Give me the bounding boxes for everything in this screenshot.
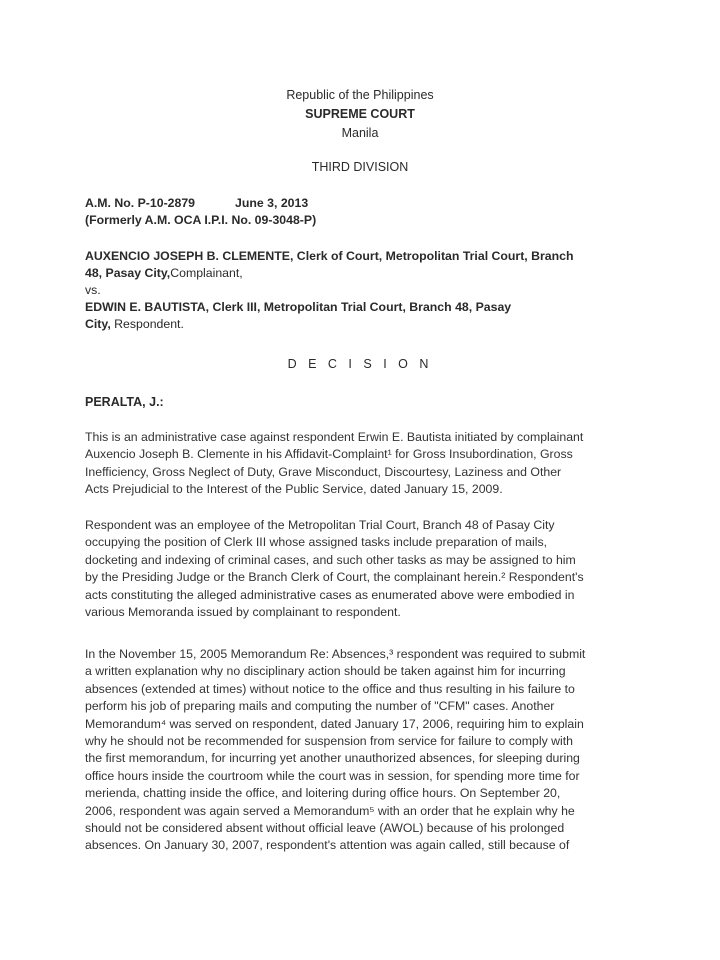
complainant-line-1: AUXENCIO JOSEPH B. CLEMENTE, Clerk of Court, Metropolitan Trial Court, Branch bbox=[85, 249, 574, 263]
paragraph-line: absences (extended at times) without notice to the office and thus resulting in his failure to bbox=[85, 681, 575, 696]
parties-block bbox=[85, 248, 640, 333]
paragraph-line: a written explanation why no disciplinary action should be taken against him for incurring bbox=[85, 664, 566, 679]
paragraph-line: the first memorandum, for incurring yet another unauthorized absences, for sleeping during bbox=[85, 751, 580, 766]
paragraph-2 bbox=[85, 517, 645, 621]
paragraph-line: occupying the position of Clerk III whose assigned tasks include preparation of mails, bbox=[85, 535, 548, 550]
case-number: A.M. No. P-10-2879 bbox=[85, 196, 196, 210]
respondent-line-1: EDWIN E. BAUTISTA, Clerk III, Metropolitan Trial Court, Branch 48, Pasay bbox=[85, 300, 512, 314]
paragraph-line: merienda, chatting inside the office, and loitering during office hours. On September 20, bbox=[85, 786, 561, 801]
complainant-role: Complainant, bbox=[170, 266, 243, 280]
case-caption bbox=[85, 195, 640, 229]
case-date: June 3, 2013 bbox=[235, 196, 309, 210]
paragraph-line: by the Presiding Judge or the Branch Clerk of Court, the complainant herein.² Respondent's bbox=[85, 570, 584, 585]
paragraph-line: Respondent was an employee of the Metropolitan Trial Court, Branch 48 of Pasay City bbox=[85, 518, 555, 532]
paragraph-line: perform his job of preparing mails and computing the number of "CFM" cases. Another bbox=[85, 699, 555, 714]
complainant-line-2 bbox=[85, 265, 640, 282]
paragraph-line: absences. On January 30, 2007, respondent's attention was again called, still because of bbox=[85, 838, 570, 853]
decision-heading: D E C I S I O N bbox=[287, 357, 433, 371]
paragraph-line: This is an administrative case against respondent Erwin E. Bautista initiated by complainant bbox=[85, 430, 584, 444]
complainant-location: 48, Pasay City, bbox=[85, 266, 171, 280]
republic-line: Republic of the Philippines bbox=[286, 88, 434, 102]
paragraph-3 bbox=[85, 646, 645, 855]
division-label: THIRD DIVISION bbox=[311, 160, 409, 174]
respondent-location: City, bbox=[85, 317, 111, 331]
paragraph-1 bbox=[85, 429, 645, 499]
court-city: Manila bbox=[341, 126, 379, 140]
respondent-role: Respondent. bbox=[110, 317, 184, 331]
ponente: PERALTA, J.: bbox=[85, 395, 164, 409]
paragraph-line: why he should not be recommended for suspension from service for failure to comply with bbox=[85, 734, 574, 749]
case-formerly: (Formerly A.M. OCA I.P.I. No. 09-3048-P) bbox=[85, 213, 317, 227]
respondent-line-2 bbox=[85, 316, 640, 333]
case-number-line bbox=[85, 195, 640, 212]
paragraph-line: should not be considered absent without official leave (AWOL) because of his prolonged bbox=[85, 821, 565, 836]
paragraph-line: docketing and indexing of criminal cases, and such other tasks as may be assigned to him bbox=[85, 552, 576, 567]
paragraph-line: office hours inside the courtroom while the court was in session, for spending more time for bbox=[85, 768, 580, 783]
paragraph-line: 2006, respondent was again served a Memorandum⁵ with an order that he explain why he bbox=[85, 803, 575, 818]
paragraph-line: In the November 15, 2005 Memorandum Re: Absences,³ respondent was required to submit bbox=[85, 647, 586, 661]
court-name: SUPREME COURT bbox=[305, 107, 415, 121]
paragraph-line: various Memoranda issued by complainant to respondent. bbox=[85, 605, 401, 620]
versus-label: vs. bbox=[85, 283, 101, 297]
paragraph-line: Acts Prejudicial to the Interest of the Public Service, dated January 15, 2009. bbox=[85, 482, 503, 497]
paragraph-line: Auxencio Joseph B. Clemente in his Affidavit-Complaint¹ for Gross Insubordination, Gross bbox=[85, 447, 573, 462]
paragraph-line: Inefficiency, Gross Neglect of Duty, Grave Misconduct, Discourtesy, Laziness and Other bbox=[85, 464, 562, 479]
paragraph-line: acts constituting the alleged administrative cases as enumerated above were embodied in bbox=[85, 587, 575, 602]
paragraph-line: Memorandum⁴ was served on respondent, dated January 17, 2006, requiring him to explain bbox=[85, 716, 584, 731]
